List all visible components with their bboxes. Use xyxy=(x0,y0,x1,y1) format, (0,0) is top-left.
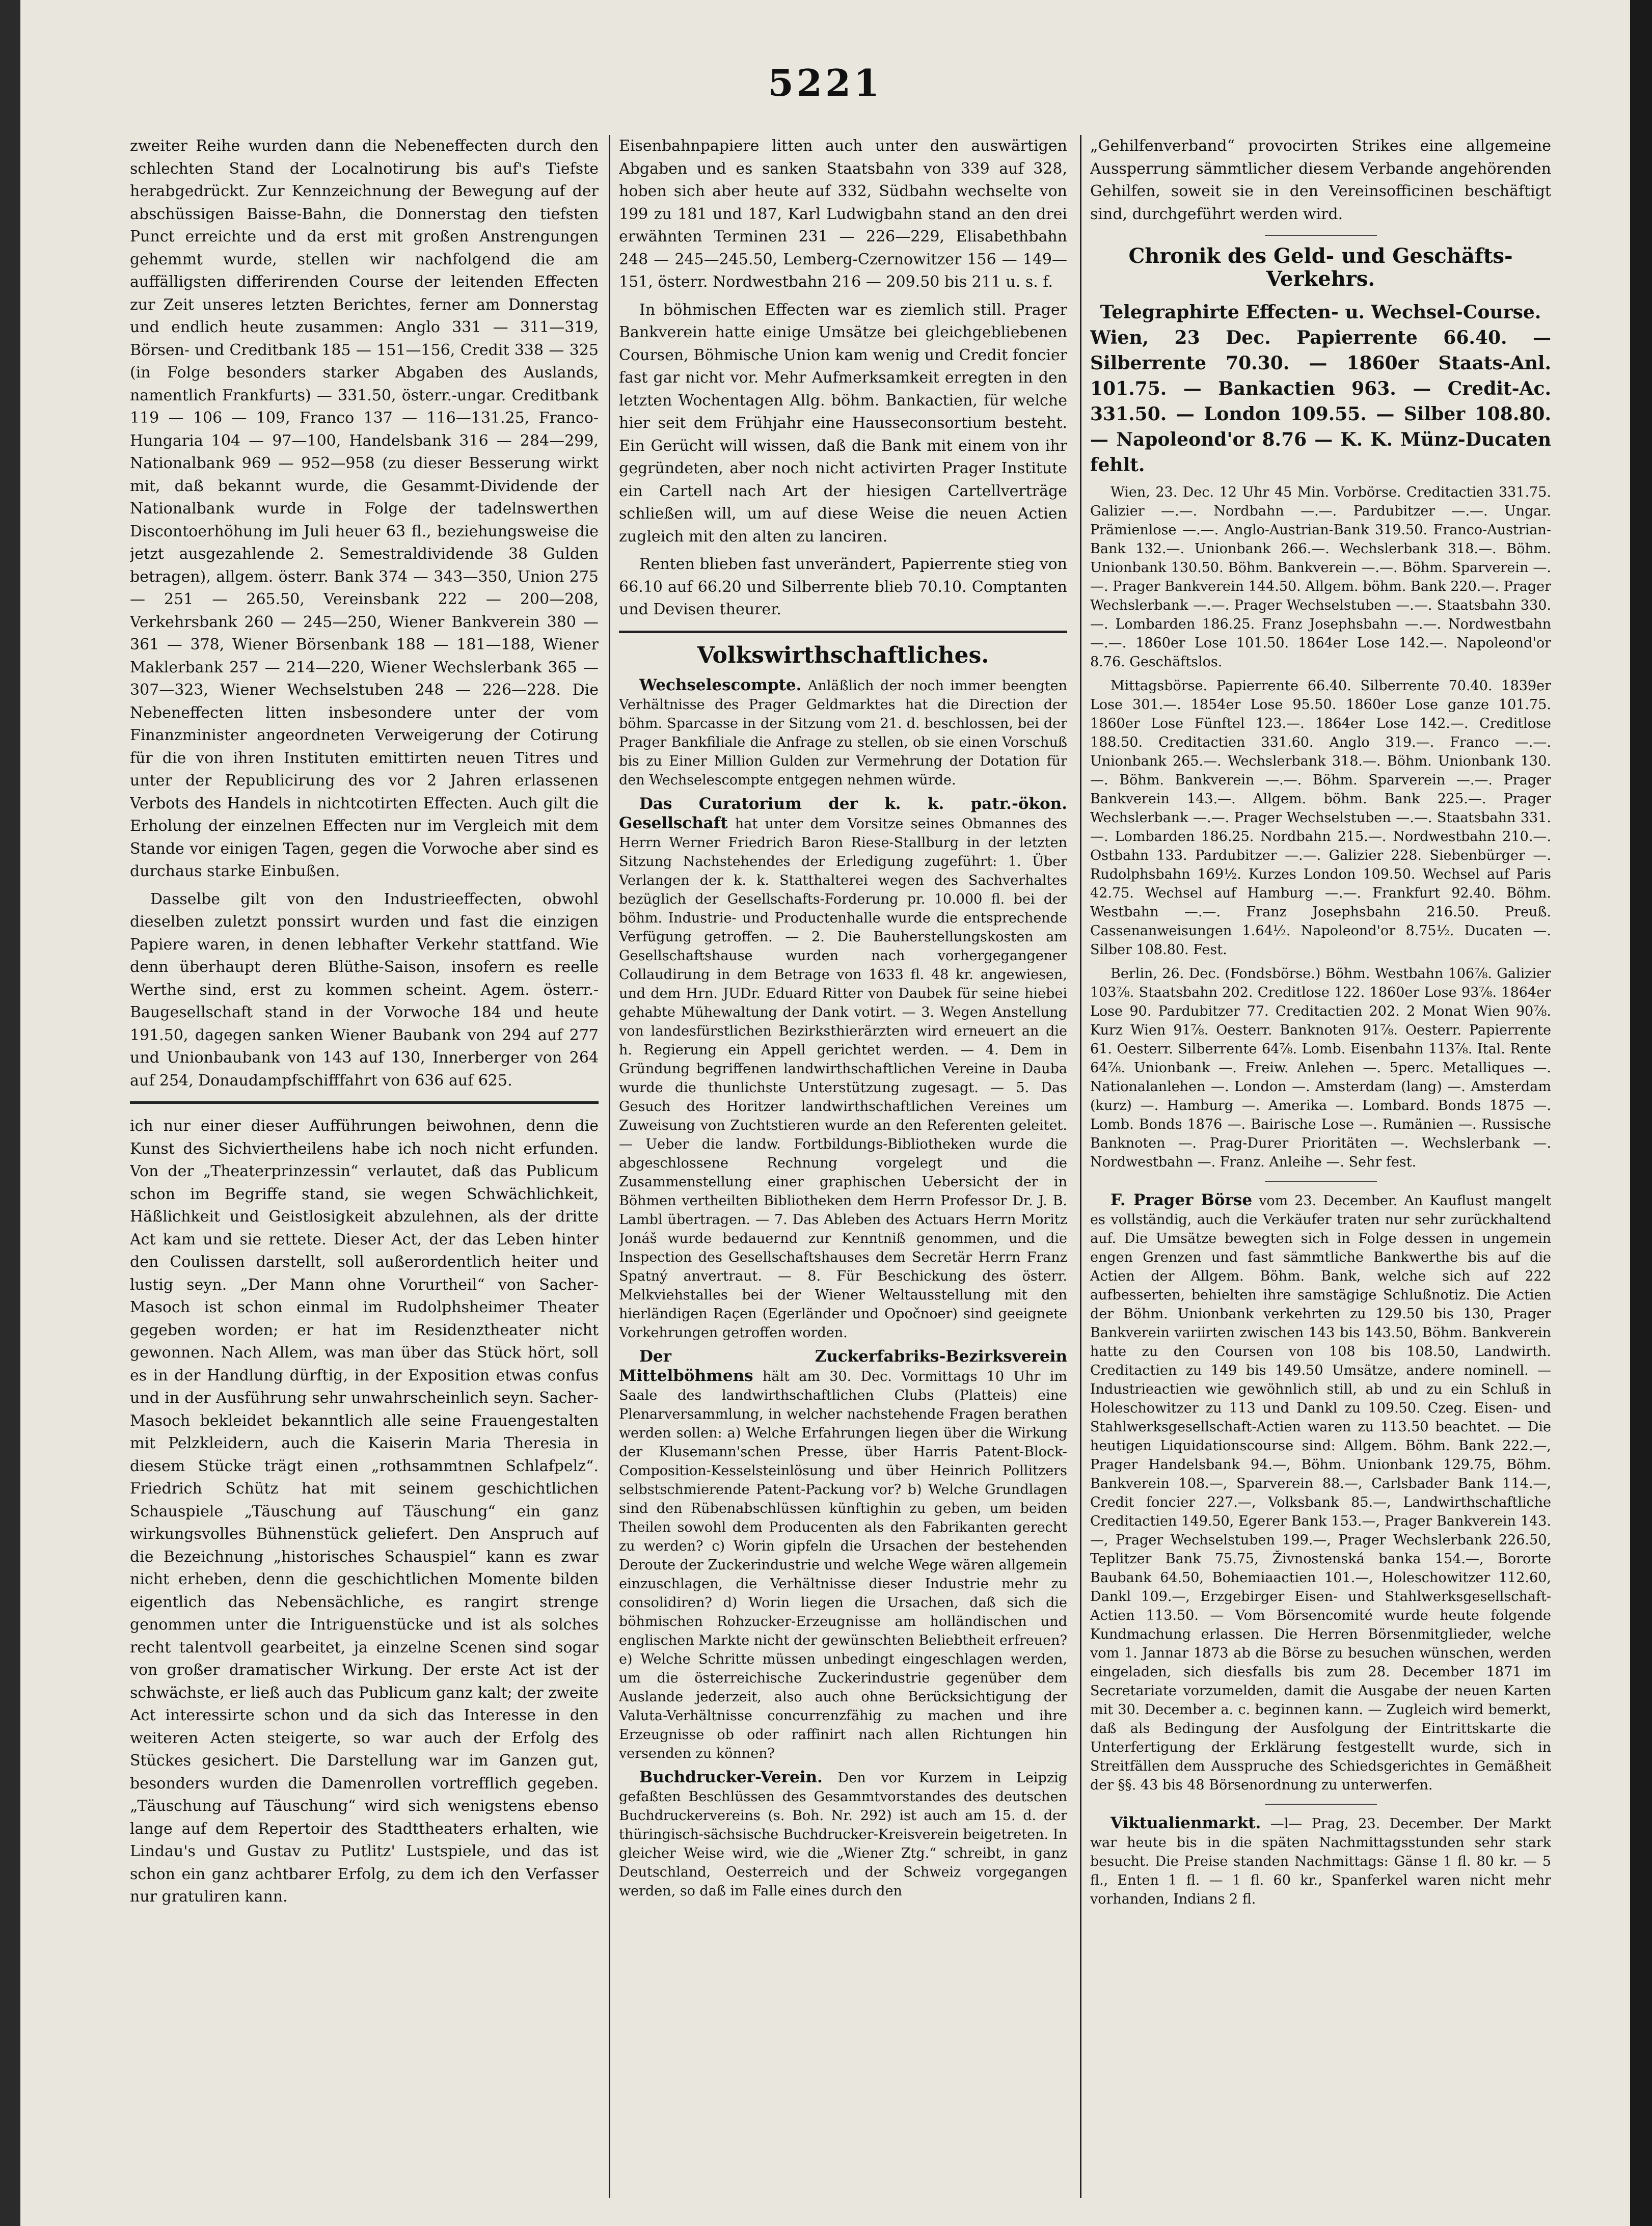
article xyxy=(1090,1191,1551,1795)
article xyxy=(619,795,1067,1342)
paragraph: Eisenbahnpapiere litten auch unter den auswärtigen Abgaben und es sanken Staatsbahn von 339 auf 328, hoben sich aber heute auf 332, Südbahn wechselte von 199 zu 181 und 187, Karl Ludwigbahn stand an den drei erwähnten Terminen 231 — 226—229, Elisabethbahn 248 — 245—245.50, Lemberg-Czernowitzer 156 — 149—151, österr. Nordwestbahn 216 — 209.50 bis 211 u. s. f. xyxy=(619,137,1067,291)
article xyxy=(1090,1814,1551,1909)
article-heading: Wechselescompte. xyxy=(639,676,802,694)
article-heading: Viktualienmarkt. xyxy=(1111,1814,1261,1832)
section-title: Chronik des Geld- und Geschäfts-Verkehrs. xyxy=(1128,244,1513,291)
paragraph: Mittagsbörse. Papierrente 66.40. Silberrente 70.40. 1839er Lose 301.—. 1854er Lose 95.50. 1860er Lose ganze 101.75. 1860er Lose Fünftel 123.—. 1864er Lose 142.—. Creditlose 188.50. Creditactien 331.60. Anglo 319.—. Franco —.—. Unionbank 265.—. Wechslerbank 318.—. Böhm. Unionbank 130.—. Böhm. Bankverein —.—. Böhm. Sparverein —.—. Prager Bankverein 143.—. Allgem. böhm. Bank 225.—. Prager Wechslerbank —.—. Prager Wechselstuben —.—. Staatsbahn 331.—. Lombarden 186.25. Nordbahn 215.—. Nordwestbahn 210.—. Ostbahn 133. Pardubitzer —.—. Galizier 228. Siebenbürger —. Rudolphsbahn 169½. Kurzes London 109.50. Wechsel auf Paris 42.75. Wechsel auf Hamburg —.—. Frankfurt 92.40. Böhm. Westbahn —.—. Franz Josephsbahn 216.50. Preuß. Cassenanweisungen 1.64½. Napoleond'or 8.75½. Ducaten —. Silber 108.80. Fest. xyxy=(1090,678,1551,958)
page-number: 5221 xyxy=(768,61,883,104)
section-title: Volkswirthschaftliches. xyxy=(697,642,989,668)
paragraph: „Gehilfenverband“ provocirten Strikes eine allgemeine Aussperrung sämmtlicher diesem Verbande angehörenden Gehilfen, soweit sie in den Vereinsofficinen beschäftigt sind, durchgeführt werden wird. xyxy=(1090,137,1551,223)
paragraph: Dasselbe gilt von den Industrieeffecten, obwohl dieselben zuletzt ponssirt wurden und fast die einzigen Papiere waren, in denen lebhafter Verkehr stattfand. Wie denn überhaupt deren Blüthe-Saison, insofern es reelle Werthe sind, erst zu kommen scheint. Agem. österr.-Baugesellschaft stand in der Vorwoche 184 und heute 191.50, dagegen sanken Wiener Baubank von 294 auf 277 und Unionbaubank von 143 auf 130, Innerberger von 264 auf 254, Donaudampfschifffahrt von 636 auf 625. xyxy=(130,890,599,1090)
article-body: Den vor Kurzem in Leipzig gefaßten Beschlüssen des Gesammtvorstandes des deutschen Buchdruckervereins (s. Boh. Nr. 292) ist auch am 15. d. der thüringisch-sächsische Buchdrucker-Kreisverein beigetreten. In gleicher Weise wird, wie die „Wiener Ztg.“ schreibt, in ganz Deutschland, Oesterreich und der Schweiz vorgegangen werden, so daß im Falle eines durch den xyxy=(619,1770,1067,1899)
article-body: vom 23. December. An Kauflust mangelt es vollständig, auch die Verkäufer traten nur sehr zurückhaltend auf. Die Umsätze bewegten sich in Folge dessen in ungemein engen Grenzen und fast sämmtliche Bankwerthe bis auf die Actien der Allgem. Böhm. Bank, welche sich auf 222 aufbesserten, behielten ihre samstägige Schlußnotiz. Die Actien der Böhm. Unionbank verkehrten zu 129.50 bis 130, Prager Bankverein variirten zwischen 143 bis 143.50, Böhm. Bankverein hatte zu den Coursen von 108 bis 108.50, Landwirth. Creditactien zu 149 bis 149.50 Umsätze, andere nominell. — Industrieactien wie gewöhnlich still, ab und zu ein Schluß in Holeschowitzer zu 113 und Dankl zu 109.50. Czeg. Eisen- und Stahlwerksgesellschaft-Actien waren zu 113.50 beachtet. — Die heutigen Liquidationscourse sind: Allgem. Böhm. Bank 222.—, Prager Handelsbank 94.—, Böhm. Unionbank 129.75, Böhm. Bankverein 108.—, Sparverein 88.—, Carlsbader Bank 114.—, Credit foncier 227.—, Volksbank 85.—, Landwirthschaftliche Creditactien 149.50, Egerer Bank 153.—, Prager Bankverein 143.—, Prager Wechselstuben 199.—, Prager Wechslerbank 226.50, Teplitzer Bank 75.75, Živnostenská banka 154.—, Bororte Baubank 64.50, Bohemiaactien 101.—, Holeschowitzer 112.60, Dankl 109.—, Erzgebirger Eisen- und Stahlwerksgesellschaft-Actien 113.50. — Vom Börsencomité wurde heute folgende Kundmachung erlassen. Die Herren Börsenmitglieder, welche vom 1. Jannar 1873 ab die Börse zu besuchen wünschen, werden eingeladen, sich diesfalls bis zum 28. December 1871 im Secretariate vorzumelden, damit die Ausgabe der neuen Karten mit 30. December a. c. beginnen kann. — Zugleich wird bemerkt, daß als Bedingung der Ausfolgung der Eintrittskarte die Unterfertigung der Erklärung festgestellt wurde, sich in Streitfällen dem Ausspruche des Schiedsgerichtes in Gemäßheit der §§. 43 bis 48 Börsenordnung zu unterwerfen. xyxy=(1090,1193,1551,1793)
paragraph: Berlin, 26. Dec. (Fondsbörse.) Böhm. Westbahn 106⅞. Galizier 103⅞. Staatsbahn 202. Creditlose 122. 1860er Lose 93⅞. 1864er Lose 90. Pardubitzer 77. Creditactien 202. 2 Monat Wien 90⅞. Kurz Wien 91⅞. Oesterr. Banknoten 91⅞. Oesterr. Papierrente 61. Oesterr. Silberrente 64⅞. Lomb. Eisenbahn 113⅞. Ital. Rente 64⅞. Unionbank —. Freiw. Anlehen —. 5perc. Metalliques —. Nationalanlehen —. London —. Amsterdam (lang) —. Amsterdam (kurz) —. Hamburg —. Amerika —. Lombard. Bonds 1875 —. Lomb. Bonds 1876 —. Bairische Lose —. Rumänien —. Russische Banknoten —. Prag-Durer Prioritäten —. Wechslerbank —. Nordwestbahn —. Franz. Anleihe —. Sehr fest. xyxy=(1090,966,1551,1170)
article-heading: Der Zuckerfabriks-Bezirksverein Mittelböhmens xyxy=(619,1347,1067,1385)
column-divider xyxy=(609,135,610,2198)
column-3 xyxy=(1090,135,1551,2198)
section-rule xyxy=(130,1101,599,1104)
column-1 xyxy=(130,135,599,2198)
separator xyxy=(1265,1181,1377,1182)
separator xyxy=(1265,235,1377,236)
article xyxy=(619,1347,1067,1763)
telegram-quotes: Wien, 23 Dec. Papierrente 66.40. — Silberrente 70.30. — 1860er Staats-Anl. 101.75. — Bankactien 963. — Credit-Ac. 331.50. — London 109.55. — Silber 108.80. — Napoleond'or 8.76 — K. K. Münz-Ducaten fehlt. xyxy=(1090,327,1551,476)
article-body: —l— Prag, 23. December. Der Markt war heute bis in die späten Nachmittagsstunden sehr stark besucht. Die Preise standen Nachmittags: Gänse 1 fl. 80 kr. — 5 fl., Enten 1 fl. — 1 fl. 60 kr., Spanferkel waren nicht mehr vorhanden, Indians 2 fl. xyxy=(1090,1816,1551,1907)
article-body: hält am 30. Dec. Vormittags 10 Uhr im Saale des landwirthschaftlichen Clubs (Platteis) eine Plenarversammlung, in welcher nachstehende Fragen berathen werden sollen: a) Welche Erfahrungen liegen über die Wirkung der Klusemann'schen Presse, über Harris Patent-Block-Composition-Kesselsteinlösung und über Heinrich Pollitzers selbstschmierende Patent-Packung vor? b) Welche Grundlagen sind den Rübenabschlüssen künftighin zu geben, um beiden Theilen sowohl dem Producenten als den Fabrikanten gerecht zu werden? c) Worin gipfeln die Ursachen der bestehenden Deroute der Zuckerindustrie und welche Wege wären allgemein einzuschlagen, die Verhältnisse dieser Industrie mehr zu consolidiren? d) Worin liegen die Ursachen, daß sich die böhmischen Rohzucker-Erzeugnisse am holländischen und englischen Markte nicht der gewünschten Beliebtheit erfreuen? e) Welche Schritte müssen unbedingt eingeschlagen werden, um die österreichische Zuckerindustrie gegenüber dem Auslande jederzeit, also auch ohne Berücksichtigung der Valuta-Verhältnisse concurrenzfähig zu machen und ihre Erzeugnisse ob oder raffinirt nach allen Richtungen hin versenden zu können? xyxy=(619,1369,1067,1761)
section-rule xyxy=(619,631,1067,633)
paragraph: Wien, 23. Dec. 12 Uhr 45 Min. Vorbörse. Creditactien 331.75. Galizier —.—. Nordbahn —.—. Pardubitzer —.—. Ungar. Prämienlose —.—. Anglo-Austrian-Bank 319.50. Franco-Austrian-Bank 132.—. Unionbank 266.—. Wechslerbank 318.—. Böhm. Unionbank 130.50. Böhm. Bankverein —.—. Böhm. Sparverein —.—. Prager Bankverein 144.50. Allgem. böhm. Bank 220.—. Prager Wechslerbank —.—. Prager Wechselstuben —.—. Staatsbahn 330.—. Lombarden 186.25. Franz Josephsbahn —.—. Nordwestbahn —.—. 1860er Lose 101.50. 1864er Lose 142.—. Napoleond'or 8.76. Geschäftslos. xyxy=(1090,484,1551,670)
article-body: Anläßlich der noch immer beengten Verhältnisse des Prager Geldmarktes hat die Direction der böhm. Sparcasse in der Sitzung vom 21. d. beschlossen, bei der Prager Bankfiliale die Anfrage zu stellen, ob sie einen Vorschuß bis zu Einer Million Gulden zur Vermehrung der Dotation für den Wechselescompte entgegen nehmen würde. xyxy=(619,678,1067,788)
scan-margin xyxy=(0,0,20,2226)
article xyxy=(619,1768,1067,1901)
article-heading: Das Curatorium der k. k. patr.-ökon. Gesellschaft xyxy=(619,795,1067,832)
column-divider xyxy=(1080,135,1081,2198)
separator xyxy=(1265,1804,1377,1805)
telegram-heading: Telegraphirte Effecten- u. Wechsel-Course. xyxy=(1100,302,1541,323)
article-body: hat unter dem Vorsitze seines Obmannes des Herrn Werner Friedrich Baron Riese-Stallburg in der letzten Sitzung Nachstehendes der Erledigung zugeführt: 1. Über Verlangen der k. k. Statthalterei wegen des Sachverhaltes bezüglich der Gesellschafts-Forderung pr. 10.000 fl. bei der böhm. Industrie- und Productenhalle wurde die entsprechende Verfügung getroffen. — 2. Die Bauherstellungskosten am Gesellschaftshause wurden nach vorhergegangener Collaudirung in dem Betrage von 1633 fl. 48 kr. angewiesen, und dem Hrn. JUDr. Eduard Ritter von Daubek für seine hiebei gehabte Mühewaltung der Dank votirt. — 3. Wegen Anstellung von landesfürstlichen Bezirksthierärzten wird erneuert an die h. Regierung ein Appell gerichtet werden. — 4. Dem in Gründung begriffenen landwirthschaftlichen Vereine in Dauba wurde die thunlichste Unterstützung zugesagt. — 5. Das Gesuch des Horitzer landwirthschaftlichen Vereines um Zuweisung von Zuchtstieren wurde an den Referenten geleitet. — Ueber die landw. Fortbildungs-Bibliotheken wurde die abgeschlossene Rechnung vorgelegt und die Zusammenstellung einer graphischen Uebersicht der in Böhmen vertheilten Bibliotheken dem Herrn Professor Dr. J. B. Lambl übertragen. — 7. Das Ableben des Actuars Herrn Moritz Jonáš wurde bedauernd zur Kenntniß genommen, und die Inspection des Gesellschaftshauses dem Secretär Herrn Franz Spatný anvertraut. — 8. Für Beschickung des österr. Melkviehstalles bei der Wiener Weltausstellung mit den hierländigen Raçen (Egerländer und Opočnoer) sind geeignete Vorkehrungen getroffen worden. xyxy=(619,816,1067,1341)
newspaper-page xyxy=(20,0,1630,2226)
article-heading: F. Prager Börse xyxy=(1111,1191,1253,1209)
article-heading: Buchdrucker-Verein. xyxy=(639,1768,823,1786)
paragraph: Renten blieben fast unverändert, Papierrente stieg von 66.10 auf 66.20 und Silberrente blieb 70.10. Comptanten und Devisen theurer. xyxy=(619,555,1067,618)
paragraph: zweiter Reihe wurden dann die Nebeneffecten durch den schlechten Stand der Localnotirung bis auf's Tiefste herabgedrückt. Zur Kennzeichnung der Bewegung auf der abschüssigen Baisse-Bahn, die Donnerstag den tiefsten Punct erreichte und da erst mit großen Anstrengungen gehemmt wurde, stellen wir nachfolgend die am auffälligsten differirenden Course der leitenden Effecten zur Zeit unseres letzten Berichtes, ferner am Donnerstag und endlich heute zusammen: Anglo 331 — 311—319, Börsen- und Creditbank 185 — 151—156, Credit 338 — 325 (in Folge besonders starker Abgaben des Auslands, namentlich Frankfurts) — 331.50, österr.-ungar. Creditbank 119 — 106 — 109, Franco 137 — 116—131.25, Franco-Hungaria 104 — 97—100, Handelsbank 316 — 284—299, Nationalbank 969 — 952—958 (zu dieser Besserung wirkt mit, daß bekannt wurde, die Gesammt-Dividende der Nationalbank wurde in Folge der tadelnswerthen Discontoerhöhung im Juli heuer 63 fl., beziehungsweise die jetzt ausgezahlende 2. Semestraldividende 38 Gulden betragen), allgem. österr. Bank 374 — 343—350, Union 275 — 251 — 265.50, Vereinsbank 222 — 200—208, Verkehrsbank 260 — 245—250, Wiener Bankverein 380 — 361 — 378, Wiener Börsenbank 188 — 181—188, Wiener Maklerbank 257 — 214—220, Wiener Wechslerbank 365 — 307—323, Wiener Wechselstuben 248 — 226—228. Die Nebeneffecten litten insbesondere unter der vom Finanzminister angeordneten Verweigerung der Cotirung für die von ihren Instituten emittirten neuen Titres und unter der Republicirung des vor 2 Jahren erlassenen Verbots des Handels in nichtcotirten Effecten. Auch gilt die Erholung der einzelnen Effecten nur im Vergleich mit dem Stande vor einigen Tagen, gegen die Vorwoche aber sind es durchaus starke Einbußen. xyxy=(130,137,599,880)
article xyxy=(619,676,1067,790)
paragraph: ich nur einer dieser Aufführungen beiwohnen, denn die Kunst des Sichviertheilens habe ich noch nicht erfunden. Von der „Theaterprinzessin“ verlautet, daß das Publicum schon im Begriffe stand, sie wegen Schwächlichkeit, Häßlichkeit und Geistlosigkeit abzulehnen, als der dritte Act kam und sie rettete. Dieser Act, der das Leben hinter den Coulissen darstellt, soll außerordentlich heiter und lustig seyn. „Der Mann ohne Vorurtheil“ von Sacher-Masoch ist schon einmal im Rudolphsheimer Theater gegeben worden; er hat im Residenztheater nicht gewonnen. Nach Allem, was man über das Stück hört, soll es in der Handlung dürftig, in der Exposition etwas confus und in der Ausführung sehr unwahrscheinlich seyn. Sacher-Masoch bekleidet bekanntlich alle seine Frauengestalten mit Pelzkleidern, auch die Kaiserin Maria Theresia in diesem Stücke trägt einen „rothsammtnen Schlafpelz“. Friedrich Schütz hat mit seinem geschichtlichen Schauspiele „Täuschung auf Täuschung“ ein ganz wirkungsvolles Bühnenstück geliefert. Den Anspruch auf die Bezeichnung „historisches Schauspiel“ kann es zwar nicht erheben, denn die geschichtlichen Momente bilden eigentlich das Nebensächliche, es rangirt strenge genommen unter die Intriguenstücke und ist als solches recht talentvoll gearbeitet, ja einzelne Scenen sind sogar von großer dramatischer Wirkung. Der erste Act ist der schwächste, er ließ auch das Publicum ganz kalt; der zweite Act interessirte schon und da sich das Interesse in den weiteren Acten steigerte, so war auch der Erfolg des Stückes gesichert. Die Darstellung war im Ganzen gut, besonders wurden die Damenrollen vortrefflich gegeben. „Täuschung auf Täuschung“ wird sich wenigstens ebenso lange auf dem Repertoir des Stadttheaters erhalten, wie Lindau's und Gustav zu Putlitz' Lustspiele, und das ist schon ein ganz achtbarer Erfolg, zu dem ich den Verfasser nur gratuliren kann. xyxy=(130,1117,599,1906)
paragraph: In böhmischen Effecten war es ziemlich still. Prager Bankverein hatte einige Umsätze bei gleichgebliebenen Coursen, Böhmische Union kam wenig und Credit foncier fast gar nicht vor. Mehr Aufmerksamkeit erregten in den letzten Wochentagen Allg. böhm. Bankactien, für welche hier seit dem Frühjahr eine Hausseconsortium besteht. Ein Gerücht will wissen, daß die Bank mit einem von ihr gegründeten, aber noch nicht activirten Prager Institute ein Cartell nach Art der hiesigen Cartellverträge schließen will, um auf diese Weise die neuen Actien zugleich mit den alten zu lanciren. xyxy=(619,301,1067,546)
column-2 xyxy=(619,135,1067,2198)
